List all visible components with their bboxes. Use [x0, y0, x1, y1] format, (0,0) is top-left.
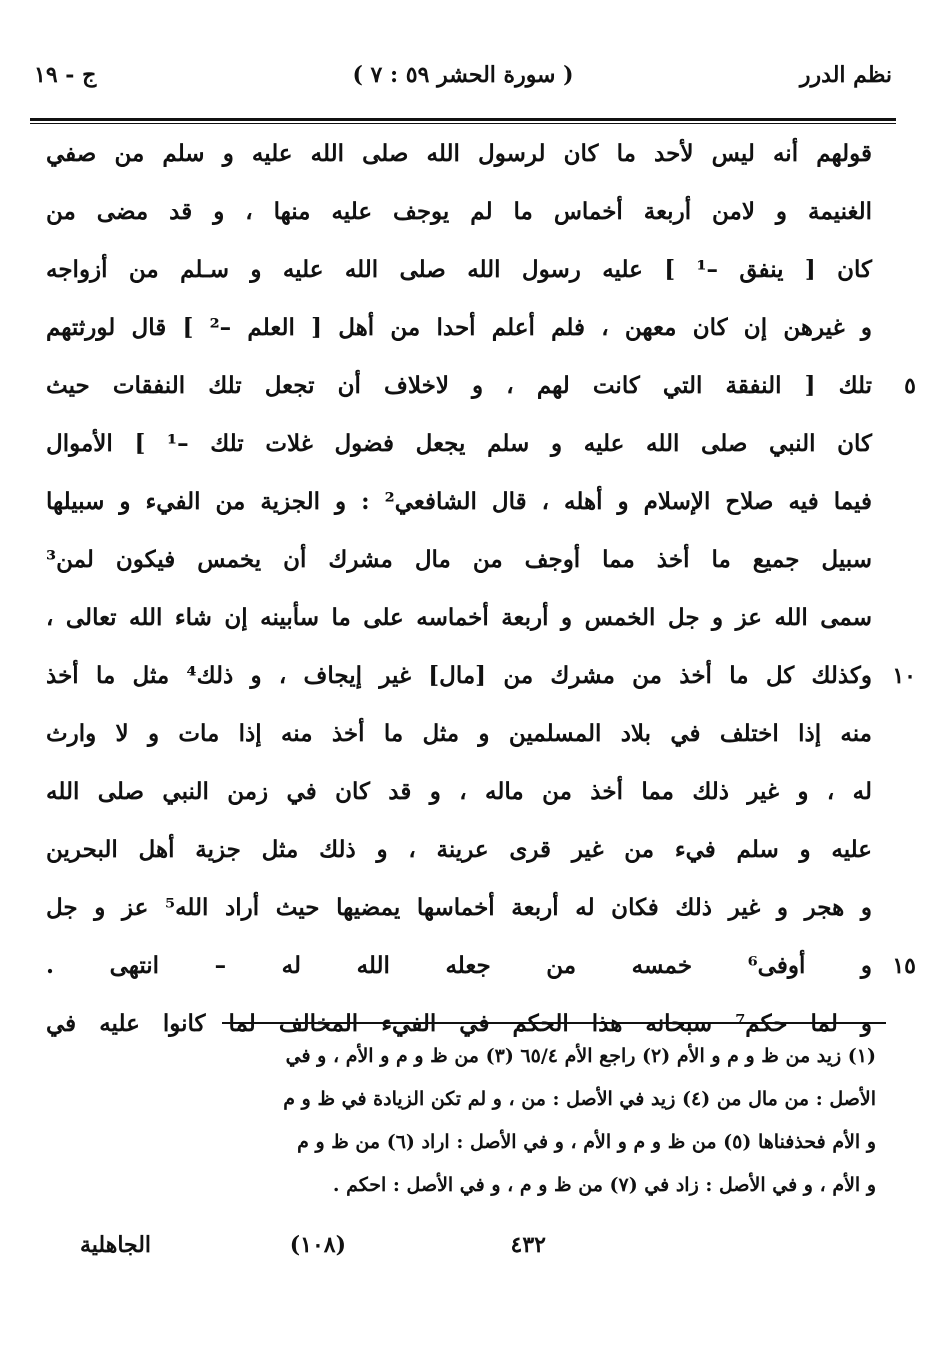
- signature-number: (١٠٨): [289, 1232, 346, 1258]
- main-text: [40, 125, 916, 1053]
- text-line: [40, 299, 886, 357]
- footnote-line: و الأم ، و في الأصل : زاد في (٧) من ظ و م ، و في الأصل : احكم .: [332, 1174, 876, 1196]
- text-line: [40, 763, 886, 821]
- footnotes: [40, 1035, 886, 1207]
- book-title: نظم الدرر: [799, 62, 892, 88]
- footnote-line: الأصل : من مال من (٤) زيد في الأصل : من ، و لم تكن الزيادة في ظ و م: [283, 1088, 876, 1110]
- footnote-rule: [222, 1022, 886, 1024]
- text-line: [40, 357, 916, 415]
- text-line-content: كان النبي صلى الله عليه و سلم يجعل فضول غلات تلك –¹ ] الأموال: [46, 430, 872, 457]
- footnote-line: و الأم فحذفناها (٥) من ظ و م و الأم ، و في الأصل : اراد (٦) من ظ و م: [297, 1131, 876, 1153]
- text-line-content: منه إذا اختلف في بلاد المسلمين و مثل ما أخذ منه إذا مات و لا وارث: [46, 720, 872, 747]
- text-line-content: و أوفى⁶ خمسه من جعله الله له – انتهى .: [46, 952, 872, 979]
- text-line: [40, 589, 886, 647]
- text-line: [40, 183, 886, 241]
- line-number: ١٠: [892, 663, 916, 689]
- text-line-content: و هجر و غير ذلك فكان له أربعة أخماسها يمضيها حيث أراد الله⁵ عز و جل: [46, 894, 872, 921]
- text-line-content: و غيرهن إن كان معهن ، فلم أعلم أحدا من أهل [ العلم –² ] قال لورثتهم: [46, 314, 872, 341]
- line-number: ١٥: [892, 953, 916, 979]
- running-header: [30, 54, 896, 104]
- line-number: ٥: [904, 373, 916, 399]
- footer-label: الجاهلية: [80, 1232, 152, 1258]
- header-rule-thin: [30, 123, 896, 124]
- text-line: [40, 647, 916, 705]
- text-line-content: كان [ ينفق –¹ ] عليه رسول الله صلى الله عليه و سـلم من أزواجه: [46, 256, 872, 283]
- text-line-content: سمى الله عز و جل الخمس و أربعة أخماسه على ما سأبينه إن شاء الله تعالى ،: [46, 604, 872, 631]
- text-line-content: له ، و غير ذلك مما أخذ من ماله ، و قد كان في زمن النبي صلى الله: [46, 778, 872, 805]
- text-line-content: الغنيمة و لامن أربعة أخماس ما لم يوجف عليه منها ، و قد مضى من: [46, 198, 872, 225]
- text-line: [40, 821, 886, 879]
- text-line-content: فيما فيه صلاح الإسلام و أهله ، قال الشافعي² : و الجزية من الفيء و سبيلها: [46, 488, 872, 515]
- text-line: [40, 705, 886, 763]
- text-line: [40, 531, 886, 589]
- text-line: [40, 125, 886, 183]
- surah-reference: ( سورة الحشر ٥٩ : ٧ ): [352, 62, 574, 88]
- page-footer: [40, 1232, 886, 1272]
- page-number: ٤٣٢: [510, 1232, 546, 1258]
- text-line: [40, 241, 886, 299]
- text-line-content: و لما حكم⁷ سبحانه هذا الحكم في الفيء المخالف لما كانوا عليه في: [46, 1010, 873, 1037]
- text-line-content: تلك [ النفقة التي كانت لهم ، و لاخلاف أن تجعل تلك النفقات حيث: [46, 372, 872, 399]
- text-line-content: سبيل جميع ما أخذ مما أوجف من مال مشرك أن يخمس فيكون لمن³: [46, 546, 872, 573]
- text-line-content: وكذلك كل ما أخذ من مشرك من [مال] غير إيجاف ، و ذلك⁴ مثل ما أخذ: [46, 662, 872, 689]
- text-line-content: قولهم أنه ليس لأحد ما كان لرسول الله صلى الله عليه و سلم من صفي: [46, 140, 872, 167]
- volume-number: ج - ١٩: [34, 62, 97, 88]
- text-line: [40, 937, 916, 995]
- text-line: [40, 415, 886, 473]
- text-line: [40, 879, 886, 937]
- text-line: [40, 473, 886, 531]
- text-line-content: عليه و سلم فيء من غير قرى عرينة ، و ذلك مثل جزية أهل البحرين: [46, 836, 872, 863]
- header-rule: [30, 118, 896, 121]
- footnote-line: (١) زيد من ظ و م و الأم (٢) راجع الأم ٦٥/٤ (٣) من ظ و م و الأم ، و في: [285, 1045, 876, 1067]
